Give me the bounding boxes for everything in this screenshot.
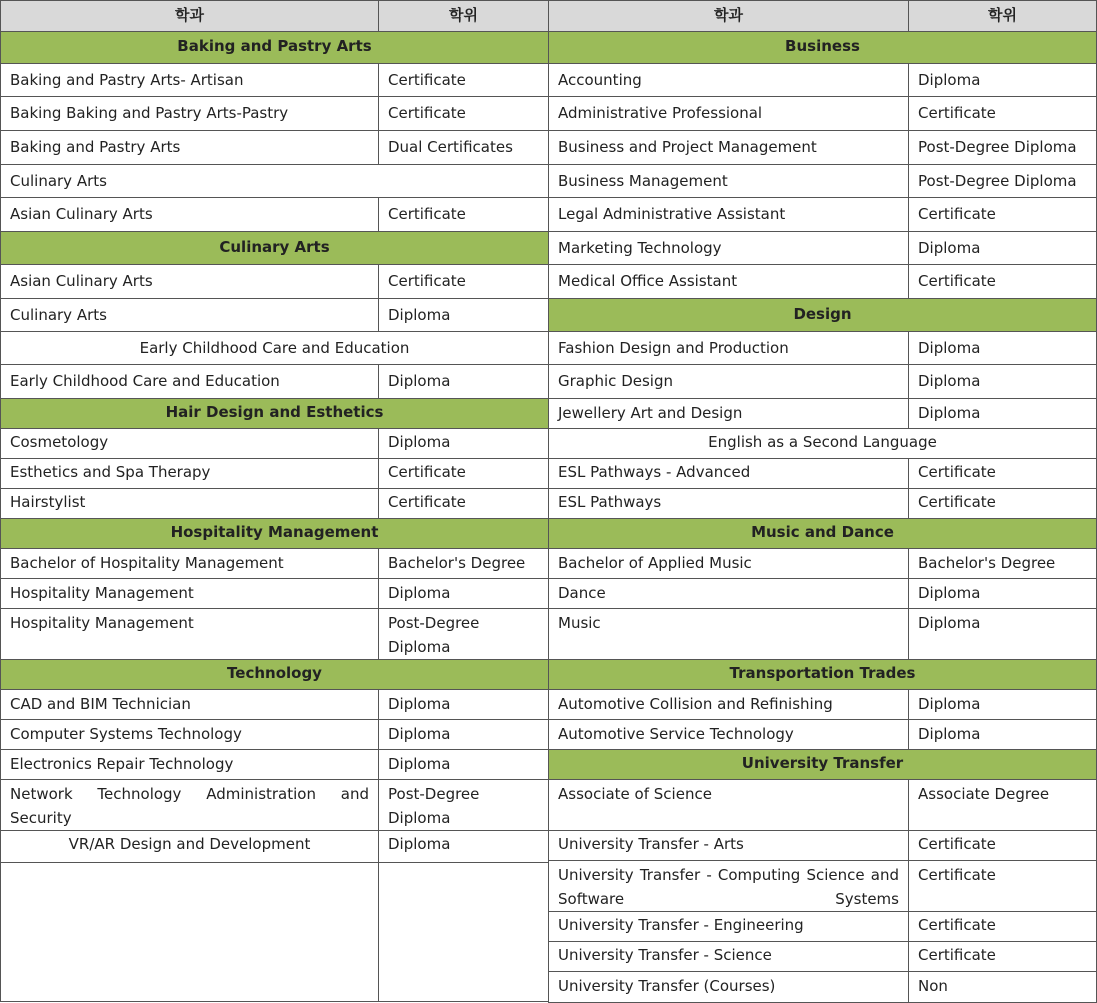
- degree-cell: Bachelor's Degree: [378, 548, 549, 579]
- degree-cell: Certificate: [908, 941, 1097, 972]
- degree-cell: Certificate: [378, 458, 549, 489]
- degree-cell: Certificate: [378, 96, 549, 131]
- program-cell: Music: [548, 608, 909, 660]
- program-cell: University Transfer (Courses): [548, 971, 909, 1003]
- program-cell: Legal Administrative Assistant: [548, 197, 909, 232]
- degree-cell: Diploma: [378, 830, 549, 863]
- program-cell: Culinary Arts: [0, 164, 549, 198]
- degree-cell: Certificate: [908, 96, 1097, 131]
- program-cell: VR/AR Design and Development: [0, 830, 379, 863]
- degree-cell: Diploma: [908, 63, 1097, 97]
- program-cell: CAD and BIM Technician: [0, 689, 379, 720]
- degree-cell: Bachelor's Degree: [908, 548, 1097, 579]
- degree-cell: Post-Degree Diploma: [378, 608, 549, 660]
- degree-cell: Certificate: [378, 197, 549, 232]
- degree-cell: Dual Certificates: [378, 130, 549, 165]
- empty-cell: [0, 862, 379, 1002]
- program-cell: Asian Culinary Arts: [0, 197, 379, 232]
- degree-cell: Certificate: [908, 488, 1097, 519]
- program-cell: University Transfer - Arts: [548, 830, 909, 861]
- degree-cell: Diploma: [378, 719, 549, 750]
- program-cell: Hospitality Management: [0, 608, 379, 660]
- degree-cell: Diploma: [378, 689, 549, 720]
- degree-cell: Diploma: [908, 578, 1097, 609]
- header-dept-left: 학과: [0, 0, 379, 32]
- program-cell: Baking Baking and Pastry Arts-Pastry: [0, 96, 379, 131]
- program-cell: Jewellery Art and Design: [548, 398, 909, 429]
- program-cell: University Transfer - Engineering: [548, 911, 909, 942]
- degree-cell: Certificate: [908, 860, 1097, 912]
- program-cell: ESL Pathways: [548, 488, 909, 519]
- program-cell: Baking and Pastry Arts: [0, 130, 379, 165]
- header-dept-right: 학과: [548, 0, 909, 32]
- program-cell: University Transfer - Computing Science and Software Systems: [548, 860, 909, 912]
- degree-cell: Post-Degree Diploma: [908, 164, 1097, 198]
- group-english-second-language: English as a Second Language: [548, 428, 1097, 459]
- degree-cell: Post-Degree Diploma: [908, 130, 1097, 165]
- program-cell: Computer Systems Technology: [0, 719, 379, 750]
- program-cell: Electronics Repair Technology: [0, 749, 379, 780]
- group-transportation-trades: Transportation Trades: [548, 659, 1097, 690]
- program-cell: Accounting: [548, 63, 909, 97]
- program-cell: Automotive Service Technology: [548, 719, 909, 750]
- group-design: Design: [548, 298, 1097, 332]
- degree-cell: Diploma: [908, 719, 1097, 750]
- program-cell: Graphic Design: [548, 364, 909, 399]
- program-cell: Esthetics and Spa Therapy: [0, 458, 379, 489]
- program-cell: Hairstylist: [0, 488, 379, 519]
- degree-cell: Certificate: [908, 911, 1097, 942]
- program-cell: Asian Culinary Arts: [0, 264, 379, 299]
- degree-cell: Post-Degree Diploma: [378, 779, 549, 831]
- degree-cell: Diploma: [378, 428, 549, 459]
- program-cell: Hospitality Management: [0, 578, 379, 609]
- program-cell: University Transfer - Science: [548, 941, 909, 972]
- degree-cell: Diploma: [378, 298, 549, 332]
- degree-cell: Certificate: [908, 264, 1097, 299]
- program-cell: Marketing Technology: [548, 231, 909, 265]
- degree-cell: Diploma: [908, 364, 1097, 399]
- degree-cell: Certificate: [908, 197, 1097, 232]
- degree-cell: Diploma: [908, 689, 1097, 720]
- degree-cell: Certificate: [908, 830, 1097, 861]
- degree-cell: Non: [908, 971, 1097, 1003]
- degree-cell: Diploma: [378, 578, 549, 609]
- program-cell: Administrative Professional: [548, 96, 909, 131]
- header-degree-left: 학위: [378, 0, 549, 32]
- degree-cell: Diploma: [908, 608, 1097, 660]
- degree-cell: Diploma: [908, 398, 1097, 429]
- program-cell: Early Childhood Care and Education: [0, 364, 379, 399]
- program-cell: Medical Office Assistant: [548, 264, 909, 299]
- degree-cell: Diploma: [378, 364, 549, 399]
- group-baking-pastry-arts: Baking and Pastry Arts: [0, 31, 549, 64]
- program-cell: Automotive Collision and Refinishing: [548, 689, 909, 720]
- program-cell: Cosmetology: [0, 428, 379, 459]
- program-cell: Business Management: [548, 164, 909, 198]
- group-early-childhood-care: Early Childhood Care and Education: [0, 331, 549, 365]
- group-music-dance: Music and Dance: [548, 518, 1097, 549]
- program-cell: Business and Project Management: [548, 130, 909, 165]
- group-culinary-arts: Culinary Arts: [0, 231, 549, 265]
- program-cell: Baking and Pastry Arts- Artisan: [0, 63, 379, 97]
- degree-cell: Associate Degree: [908, 779, 1097, 831]
- program-cell: Bachelor of Applied Music: [548, 548, 909, 579]
- degree-cell: Certificate: [378, 264, 549, 299]
- header-degree-right: 학위: [908, 0, 1097, 32]
- program-cell: ESL Pathways - Advanced: [548, 458, 909, 489]
- group-hospitality-management: Hospitality Management: [0, 518, 549, 549]
- group-hair-design-esthetics: Hair Design and Esthetics: [0, 398, 549, 429]
- program-cell: Network Technology Administration and Security: [0, 779, 379, 831]
- degree-cell: Certificate: [908, 458, 1097, 489]
- program-cell: Culinary Arts: [0, 298, 379, 332]
- program-cell: Associate of Science: [548, 779, 909, 831]
- degree-cell: Diploma: [908, 331, 1097, 365]
- degree-cell: Certificate: [378, 63, 549, 97]
- group-business: Business: [548, 31, 1097, 64]
- degree-cell: Diploma: [908, 231, 1097, 265]
- group-university-transfer: University Transfer: [548, 749, 1097, 780]
- degree-cell: Certificate: [378, 488, 549, 519]
- program-cell: Dance: [548, 578, 909, 609]
- program-cell: Bachelor of Hospitality Management: [0, 548, 379, 579]
- degree-cell: Diploma: [378, 749, 549, 780]
- program-cell: Fashion Design and Production: [548, 331, 909, 365]
- empty-cell: [378, 862, 549, 1002]
- group-technology: Technology: [0, 659, 549, 690]
